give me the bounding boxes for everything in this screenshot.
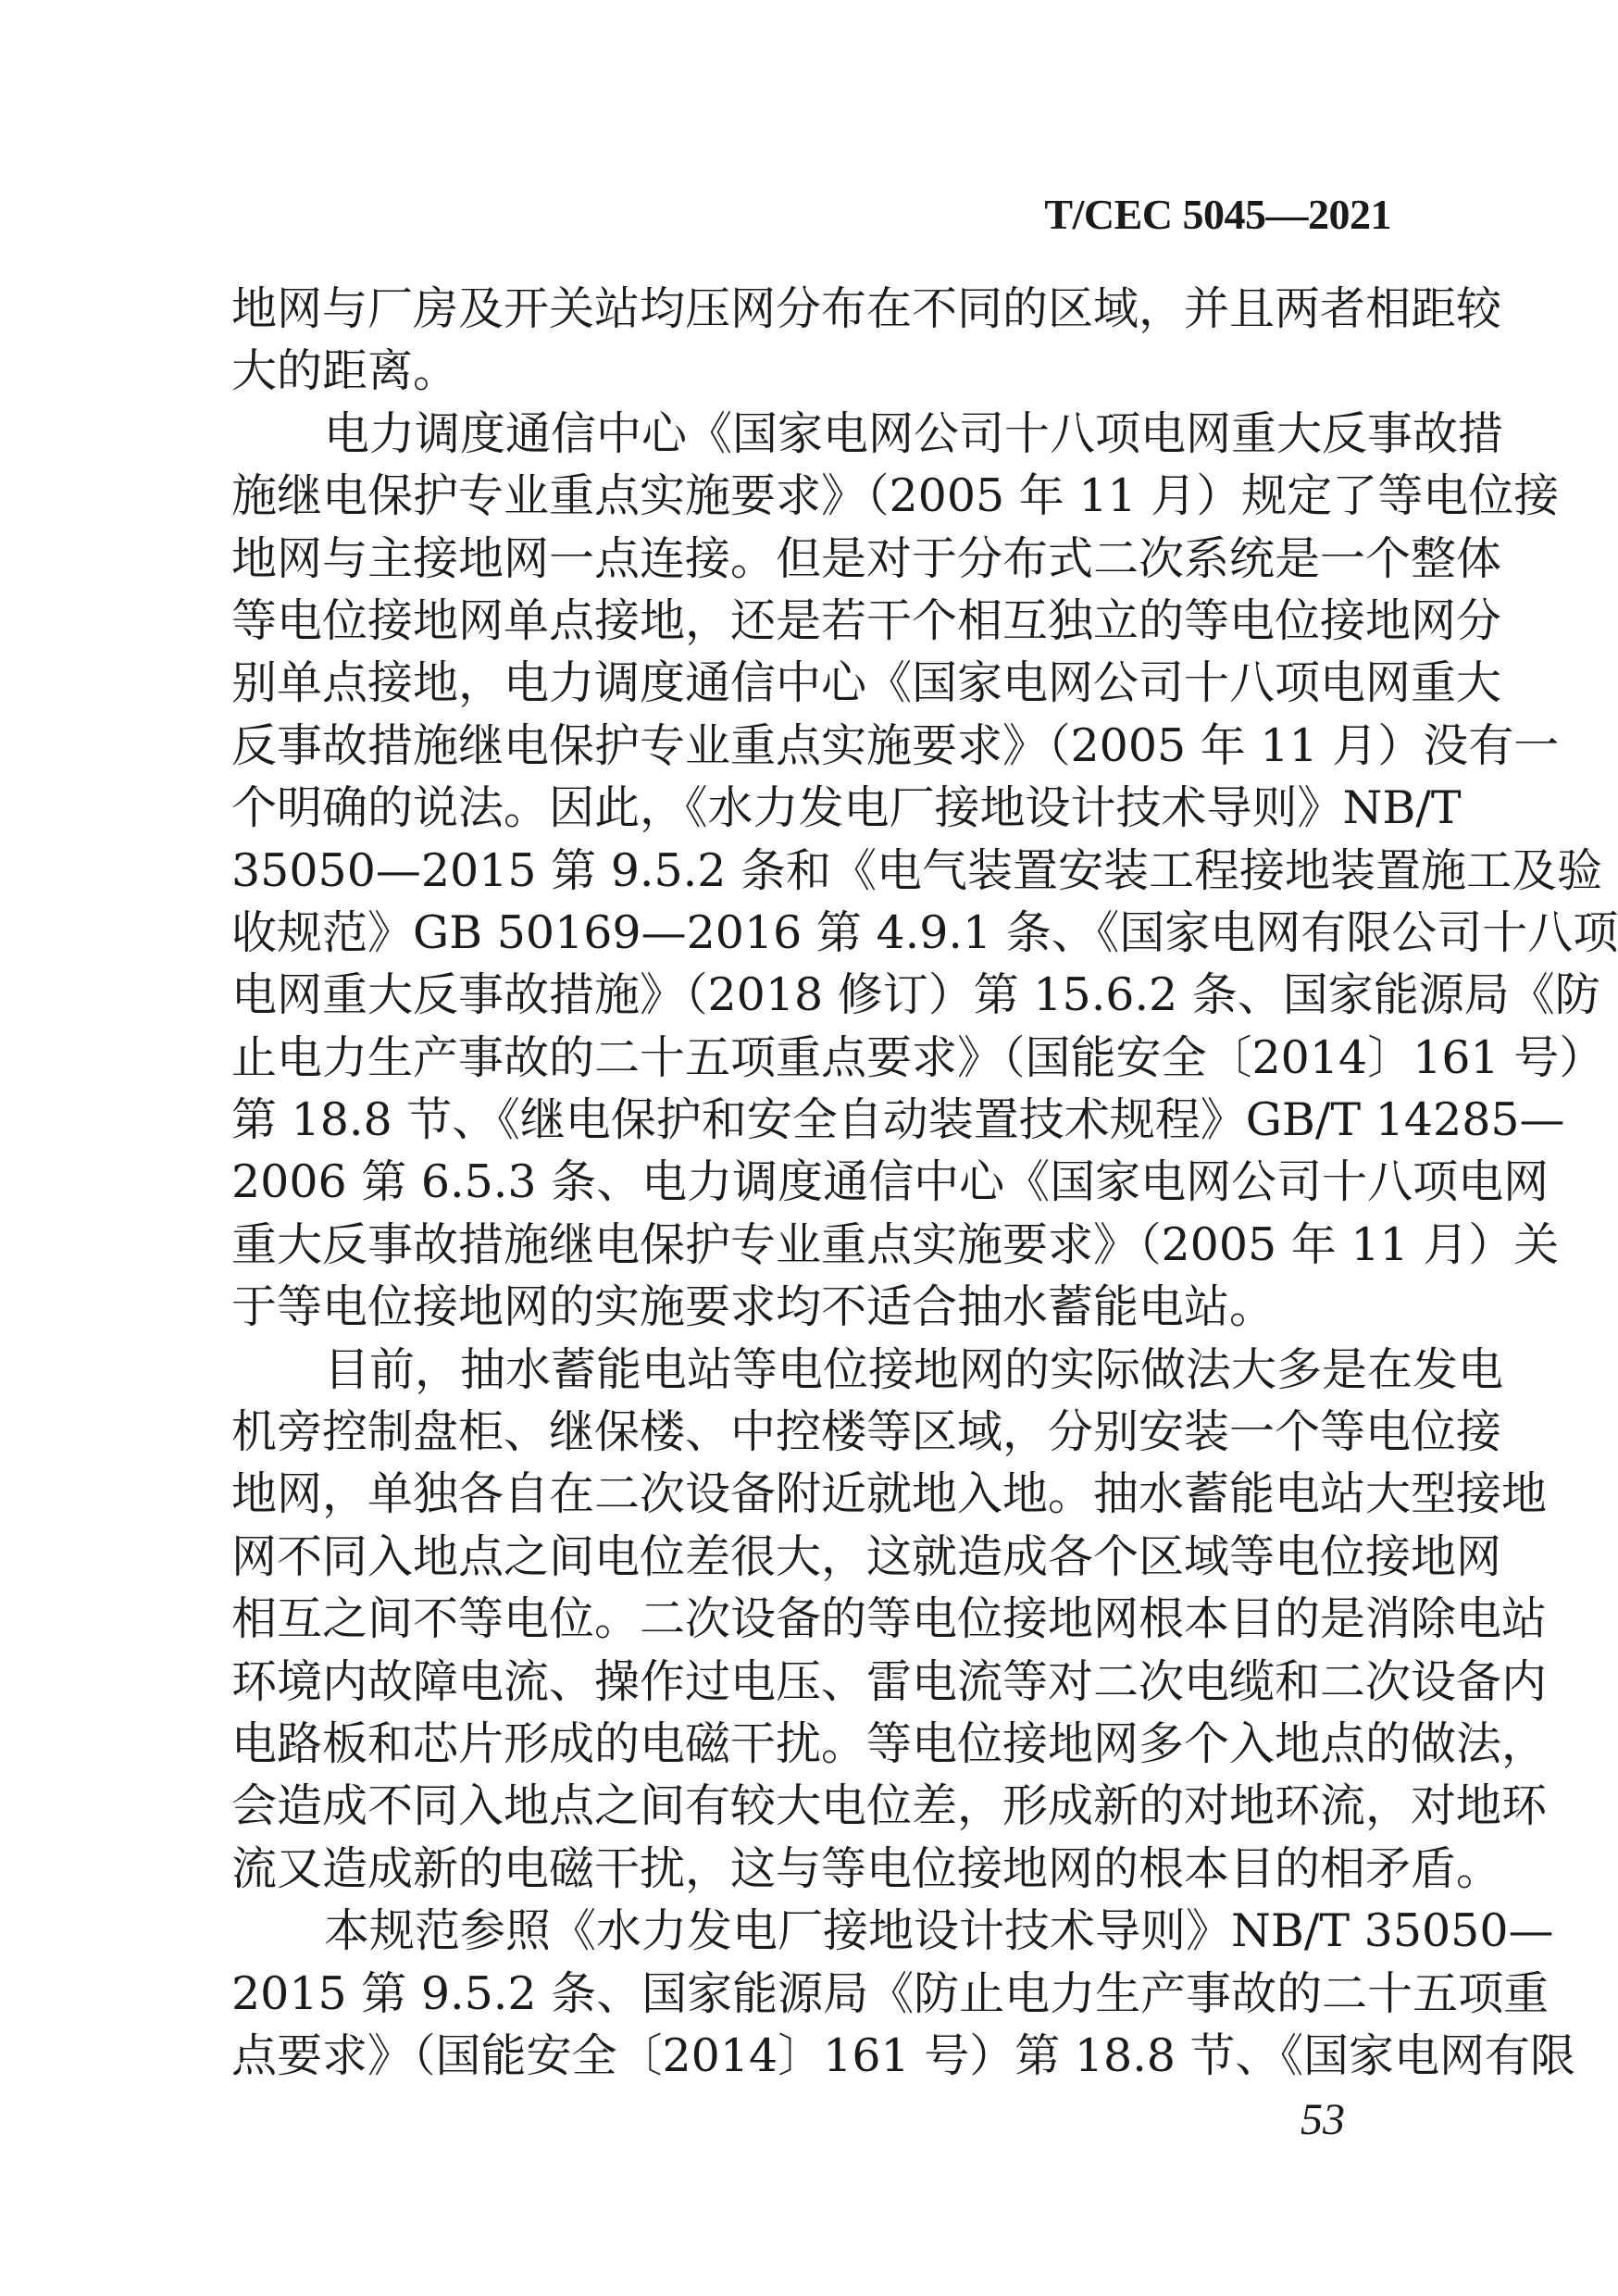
text-line: 施继电保护专业重点实施要求》（2005 年 11 月）规定了等电位接 [231,469,1560,523]
text-line: 第 18.8 节、《继电保护和安全自动装置技术规程》GB/T 14285— [231,1093,1565,1147]
text-line: 35050—2015 第 9.5.2 条和《电气装置安装工程接地装置施工及验 [231,843,1602,897]
text-line: 本规范参照《水力发电厂接地设计技术导则》NB/T 35050— [324,1904,1554,1958]
text-line: 个明确的说法。因此，《水力发电厂接地设计技术导则》NB/T [231,781,1462,835]
text-line: 大的距离。 [231,344,459,398]
text-line: 地网，单独各自在二次设备附近就地入地。抽水蓄能电站大型接地 [231,1467,1548,1521]
text-line: 等电位接地网单点接地，还是若干个相互独立的等电位接地网分 [231,593,1502,647]
text-line: 机旁控制盘柜、继保楼、中控楼等区域，分别安装一个等电位接 [231,1405,1502,1459]
text-line: 点要求》（国能安全〔2014〕161 号）第 18.8 节、《国家电网有限 [231,2028,1576,2082]
text-line: 止电力生产事故的二十五项重点要求》（国能安全〔2014〕161 号） [231,1030,1605,1084]
text-line: 别单点接地，电力调度通信中心《国家电网公司十八项电网重大 [231,656,1502,710]
text-line: 电网重大反事故措施》（2018 修订）第 15.6.2 条、国家能源局《防 [231,968,1600,1022]
text-line: 电路板和芯片形成的电磁干扰。等电位接地网多个入地点的做法， [231,1716,1548,1770]
text-line: 2006 第 6.5.3 条、电力调度通信中心《国家电网公司十八项电网 [231,1155,1550,1209]
text-line: 地网与厂房及开关站均压网分布在不同的区域，并且两者相距较 [231,282,1502,335]
page-number: 53 [1301,2095,1345,2144]
text-line: 相互之间不等电位。二次设备的等电位接地网根本目的是消除电站 [231,1592,1548,1646]
text-line: 会造成不同入地点之间有较大电位差，形成新的对地环流，对地环 [231,1779,1548,1833]
text-line: 重大反事故措施继电保护专业重点实施要求》（2005 年 11 月）关 [231,1217,1560,1271]
text-line: 电力调度通信中心《国家电网公司十八项电网重大反事故措 [324,406,1504,460]
text-line: 目前，抽水蓄能电站等电位接地网的实际做法大多是在发电 [324,1342,1504,1396]
body-text [231,278,1618,2087]
text-line: 环境内故障电流、操作过电压、雷电流等对二次电缆和二次设备内 [231,1654,1548,1708]
text-line: 2015 第 9.5.2 条、国家能源局《防止电力生产事故的二十五项重 [231,1966,1550,2020]
text-line: 网不同入地点之间电位差很大，这就造成各个区域等电位接地网 [231,1529,1502,1583]
text-line: 地网与主接地网一点连接。但是对于分布式二次系统是一个整体 [231,531,1502,585]
text-line: 于等电位接地网的实施要求均不适合抽水蓄能电站。 [231,1280,1276,1334]
text-line: 流又造成新的电磁干扰，这与等电位接地网的根本目的相矛盾。 [231,1841,1502,1895]
text-line: 反事故措施继电保护专业重点实施要求》（2005 年 11 月）没有一 [231,718,1560,772]
standard-code-header: T/CEC 5045—2021 [1044,191,1391,238]
text-line: 收规范》GB 50169—2016 第 4.9.1 条、《国家电网有限公司十八项 [231,905,1618,959]
